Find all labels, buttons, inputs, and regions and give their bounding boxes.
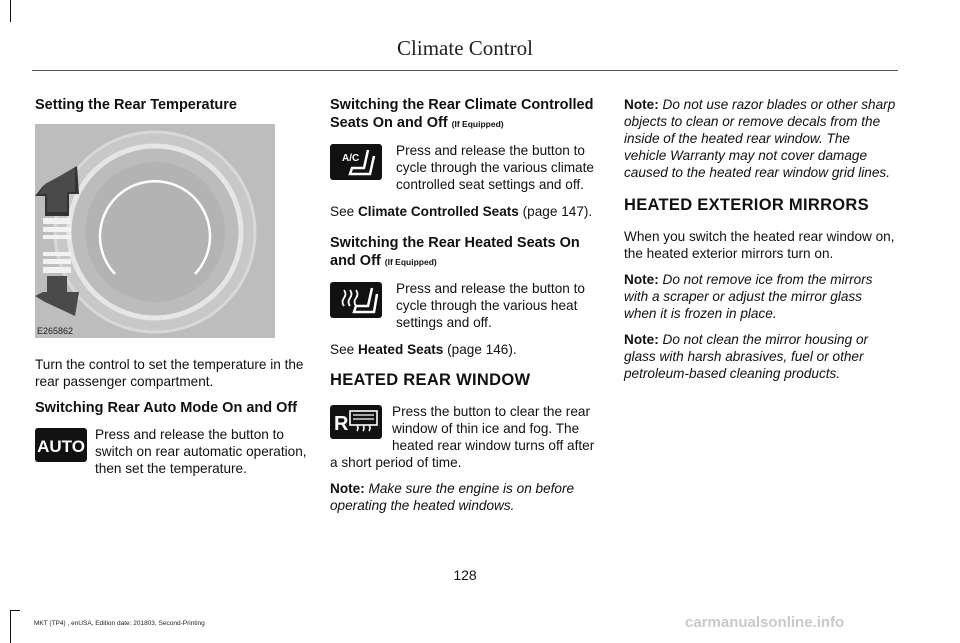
auto-icon-label: AUTO: [37, 437, 85, 456]
paragraph-auto: Press and release the button to switch on rear automatic operation, then set the temperature.: [95, 427, 307, 476]
heading-rear-auto-mode: Switching Rear Auto Mode On and Off: [35, 400, 298, 416]
crop-mark-top-left: [10, 0, 11, 22]
heading-heated-rear-window: HEATED REAR WINDOW: [330, 371, 531, 389]
paragraph-mirrors: When you switch the heated rear window on, the heated exterior mirrors turn on.: [624, 229, 895, 261]
heading-climate-seats: Switching the Rear Climate Controlled Seats On and Off (If Equipped): [330, 97, 594, 131]
paragraph-heated-seats: Press and release the button to cycle through the various heat settings and off.: [396, 281, 585, 330]
rear-defrost-icon: [330, 405, 382, 443]
note-razor-blades: Note: Do not use razor blades or other sharp objects to clean or remove decals from the inside of the heated rear window. The vehicle Warranty may not cover damage caused to the heated rear window grid lines.: [624, 97, 896, 180]
heading-heated-seats: Switching the Rear Heated Seats On and Off (If Equipped): [330, 235, 580, 269]
column-2: [330, 96, 602, 523]
column-1: [35, 96, 307, 487]
watermark: carmanualsonline.info: [685, 614, 845, 631]
heated-seat-icon: [330, 282, 382, 322]
paragraph-rear-window: Press the button to clear the rear window of thin ice and fog. The heated rear window turns off after a short period of time.: [330, 404, 595, 470]
rear-temperature-dial-figure: [35, 124, 275, 338]
edition-line: MKT (TP4) , enUSA, Edition date: 201803, Second-Printing: [34, 620, 205, 627]
climate-seat-icon: [330, 144, 382, 184]
crop-mark-bottom-left: [10, 610, 11, 643]
heading-rear-temperature: Setting the Rear Temperature: [35, 97, 237, 113]
page-number: 128: [453, 567, 477, 583]
figure-code: E265862: [37, 326, 74, 336]
column-3: [624, 96, 896, 391]
paragraph-climate-seats: Press and release the button to cycle through the various climate controlled seat settings and off.: [396, 143, 594, 192]
heading-heated-mirrors: HEATED EXTERIOR MIRRORS: [624, 196, 869, 214]
if-equipped-tag-2: (If Equipped): [384, 257, 437, 267]
link-heated-seats[interactable]: Heated Seats: [357, 342, 444, 357]
temperature-dial-illustration: [35, 124, 275, 338]
page-header-title: Climate Control: [397, 36, 533, 60]
crop-mark-bottom-left-h: [10, 610, 20, 611]
heated-seats-row: [330, 280, 602, 331]
header-rule: [32, 70, 898, 71]
note-engine-on: Note: Make sure the engine is on before operating the heated windows.: [330, 481, 575, 513]
link-climate-controlled-seats[interactable]: Climate Controlled Seats: [357, 204, 519, 219]
ac-icon-label: A/C: [342, 153, 360, 164]
r-icon-label: R: [334, 413, 349, 435]
see-heated-seats: See Heated Seats (page 146).: [330, 342, 517, 357]
see-climate-seats: See Climate Controlled Seats (page 147).: [330, 204, 593, 219]
note-abrasives: Note: Do not clean the mirror housing or glass with harsh abrasives, fuel or other petroleum-based cleaning products.: [624, 332, 869, 381]
if-equipped-tag: (If Equipped): [451, 119, 504, 129]
auto-row: [35, 426, 307, 477]
paragraph-turn-control: Turn the control to set the temperature in the rear passenger compartment.: [35, 357, 304, 389]
note-ice-scraper: Note: Do not remove ice from the mirrors with a scraper or adjust the mirror glass when it is frozen in place.: [624, 272, 873, 321]
auto-button-icon: [35, 428, 87, 466]
rear-window-row: [330, 403, 602, 471]
climate-seats-row: [330, 142, 602, 193]
